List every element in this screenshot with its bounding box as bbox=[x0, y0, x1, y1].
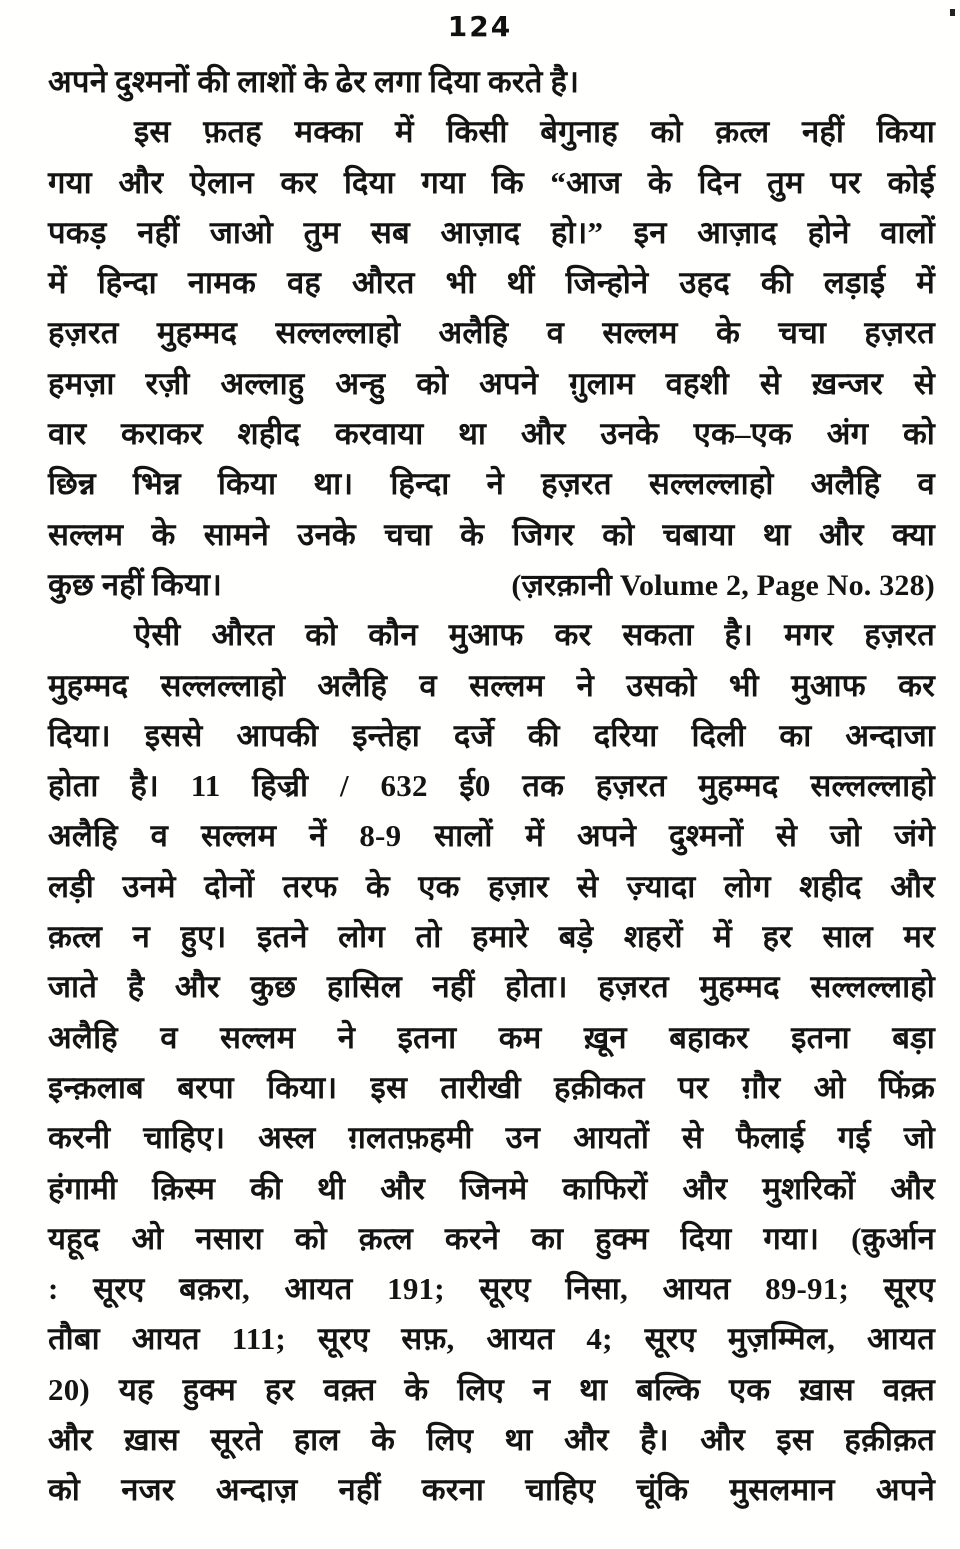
text-line: अलैहि व सल्लम ने इतना कम ख़ून बहाकर इतना बड़ा bbox=[48, 1019, 935, 1055]
text-line: लड़ी उनमे दोनों तरफ के एक हज़ार से ज़्यादा लोग शहीद और bbox=[48, 868, 935, 904]
text-line: क़त्ल न हुए। इतने लोग तो हमारे बड़े शहरों में हर साल मर bbox=[48, 919, 935, 955]
text-line: 20) यह हुक्म हर वक़्त के लिए न था बल्कि एक ख़ास वक़्त bbox=[48, 1371, 935, 1407]
text-line: में हिन्दा नामक वह औरत भी थीं जिन्होने उहद की लड़ाई में bbox=[48, 265, 935, 301]
text-line: और ख़ास सूरते हाल के लिए था और है। और इस हक़ीक़त bbox=[48, 1422, 935, 1458]
text-line-left: कुछ नहीं किया। bbox=[48, 566, 223, 602]
text-line: : सूरए बक़रा, आयत 191; सूरए निसा, आयत 89-91; सूरए bbox=[48, 1271, 935, 1307]
text-line: तौबा आयत 111; सूरए सफ़, आयत 4; सूरए मुज़म्मिल, आयत bbox=[48, 1321, 935, 1357]
text-line: इन्क़लाब बरपा किया। इस तारीखी हक़ीकत पर ग़ौर ओ फिंक्र bbox=[48, 1069, 935, 1105]
page-number: 124 bbox=[447, 10, 513, 43]
text-line: को नजर अन्दाज़ नहीं करना चाहिए चूंकि मुसलमान अपने bbox=[48, 1472, 935, 1508]
text-line: जाते है और कुछ हासिल नहीं होता। हज़रत मुहम्मद सल्लल्लाहो bbox=[48, 969, 935, 1005]
text-line: ऐसी औरत को कौन मुआफ कर सकता है। मगर हज़रत bbox=[134, 617, 935, 653]
text-line bbox=[48, 560, 935, 610]
text-line: वार कराकर शहीद करवाया था और उनके एक–एक अंग को bbox=[48, 416, 935, 452]
text-line: गया और ऐलान कर दिया गया कि “आज के दिन तुम पर कोई bbox=[48, 164, 935, 200]
body-text bbox=[48, 57, 935, 1516]
citation: (ज़रक़ानी Volume 2, Page No. 328) bbox=[511, 568, 935, 602]
text-line: छिन्न भिन्न किया था। हिन्दा ने हज़रत सल्लल्लाहो अलैहि व bbox=[48, 466, 935, 502]
text-line: हंगामी क़िस्म की थी और जिनमे काफिरों और मुशरिकों और bbox=[48, 1170, 935, 1206]
text-line: सल्लम के सामने उनके चचा के जिगर को चबाया था और क्या bbox=[48, 516, 935, 552]
scan-artifact bbox=[950, 9, 955, 16]
text-line: होता है। 11 हिज्री / 632 ई0 तक हज़रत मुहम्मद सल्लल्लाहो bbox=[48, 768, 935, 804]
text-line: मुहम्मद सल्लल्लाहो अलैहि व सल्लम ने उसको भी मुआफ कर bbox=[48, 667, 935, 703]
text-line: दिया। इससे आपकी इन्तेहा दर्जे की दरिया दिली का अन्दाजा bbox=[48, 717, 935, 753]
text-line: पकड़ नहीं जाओ तुम सब आज़ाद हो।” इन आज़ाद होने वालों bbox=[48, 214, 935, 250]
text-line: इस फ़तह मक्का में किसी बेगुनाह को क़त्ल नहीं किया bbox=[134, 114, 935, 150]
text-line: अलैहि व सल्लम नें 8-9 सालों में अपने दुश्मनों से जो जंगे bbox=[48, 818, 935, 854]
text-line: हमज़ा रज़ी अल्लाहु अन्हु को अपने ग़ुलाम वहशी से ख़न्जर से bbox=[48, 365, 935, 401]
text-line: अपने दुश्मनों की लाशों के ढेर लगा दिया करते है। bbox=[48, 64, 580, 99]
text-line: हज़रत मुहम्मद सल्लल्लाहो अलैहि व सल्लम के चचा हज़रत bbox=[48, 315, 935, 351]
text-line: करनी चाहिए। अस्ल ग़लतफ़हमी उन आयतों से फैलाई गई जो bbox=[48, 1120, 935, 1156]
text-line: यहूद ओ नसारा को क़त्ल करने का हुक्म दिया गया। (क़ुर्आन bbox=[48, 1220, 935, 1256]
